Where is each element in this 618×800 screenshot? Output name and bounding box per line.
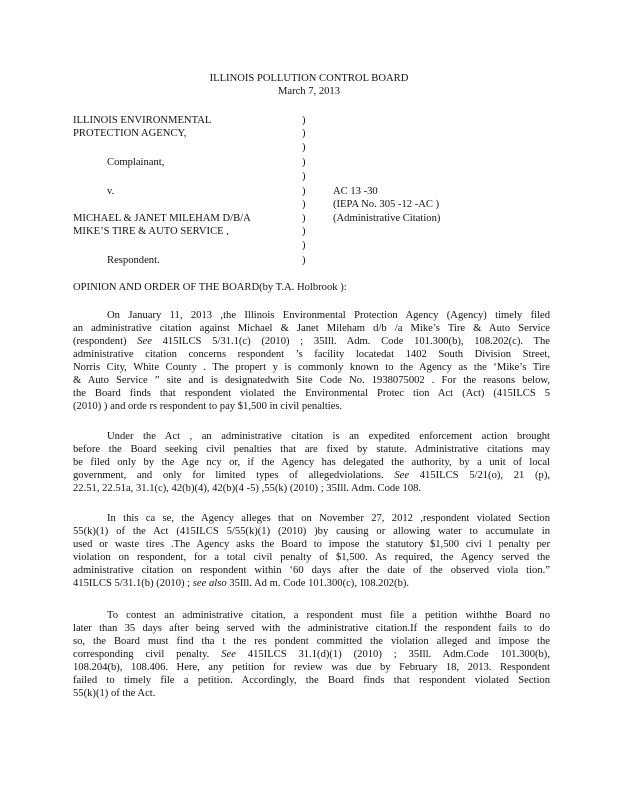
- paragraph-line: 22.51, 22.51a, 31.1(c), 42(b)(4), 42(b)(4 -5) ,55(k) (2010) ; 35Ill. Adm. Code 108.: [73, 483, 422, 494]
- paragraph-line: failed to timely file a petition. Accordingly, the Board finds that respondent violated Section: [73, 675, 550, 686]
- paragraph-line: On January 11, 2013 ,the Illinois Environmental Protection Agency (Agency) timely filed: [107, 310, 550, 321]
- decision-date: March 7, 2013: [277, 86, 341, 97]
- paragraph-line: later than 35 days after being served with the administrative citation.If the respondent fails to do: [73, 623, 550, 634]
- paragraph-line: Norris City, White County . The propert y is commonly known to the Agency as the ‘Mike’s Tire: [73, 362, 550, 373]
- complainant-label: Complainant,: [107, 157, 165, 168]
- case-type: (Administrative Citation): [333, 213, 441, 224]
- respondent-label: Respondent.: [107, 255, 160, 266]
- paragraph-line: (respondent) See 415ILCS 5/31.1(c) (2010) ; 35Ill. Adm. Code 101.300(b), 108.202(c). The: [73, 336, 550, 347]
- caption-paren: ): [302, 157, 306, 168]
- paragraph-line: government, and only for limited types of allegedviolations. See 415ILCS 5/21(o), 21 (p),: [73, 470, 550, 481]
- caption-paren: ): [302, 213, 306, 224]
- case-number: AC 13 -30: [333, 186, 378, 197]
- paragraph-line: corresponding civil penalty. See 415ILCS 31.1(d)(1) (2010) ; 35Ill. Adm.Code 101.300(b),: [73, 649, 550, 660]
- paragraph-line: be filed only by the Age ncy or, if the Agency has delegated the authority, by a unit of local: [73, 457, 550, 468]
- opinion-heading: OPINION AND ORDER OF THE BOARD(by T.A. Holbrook ):: [73, 282, 347, 293]
- paragraph-line: the Board finds that respondent violated the Environmental Protec tion Act (Act) (415ILCS 5: [73, 388, 550, 399]
- paragraph-line: Under the Act , an administrative citation is an expedited enforcement action brought: [107, 431, 550, 442]
- caption-paren: ): [302, 255, 306, 266]
- respondent-name-line1: MICHAEL & JANET MILEHAM D/B/A: [73, 213, 251, 224]
- caption-paren: ): [302, 171, 306, 182]
- paragraph-line: used or waste tires .The Agency asks the Board to impose the statutory $1,500 civi l penalty per: [73, 539, 550, 550]
- paragraph-line: violation on respondent, for a total civil penalty of $1,500. As required, the Agency served the: [73, 552, 550, 563]
- paragraph-line: administrative citation concerns respondent ’s facility locatedat 1402 South Division Street,: [73, 349, 550, 360]
- paragraph-line: 108.204(b), 108.406. Here, any petition for review was due by February 18, 2013. Respondent: [73, 662, 550, 673]
- iepa-number: (IEPA No. 305 -12 -AC ): [333, 199, 440, 210]
- paragraph-line: 55(k)(1) of the Act (415ILCS 5/55(k)(1) (2010) )by causing or allowing water to accumulate in: [73, 526, 550, 537]
- paragraph-line: 415ILCS 5/31.1(b) (2010) ; see also 35Ill. Ad m. Code 101.300(c), 108.202(b).: [73, 578, 410, 589]
- respondent-name-line2: MIKE’S TIRE & AUTO SERVICE ,: [73, 226, 229, 237]
- complainant-name-line2: PROTECTION AGENCY,: [73, 128, 187, 139]
- paragraph-line: administrative citation on respondent within ‘60 days after the date of the observed viola tion.”: [73, 565, 550, 576]
- caption-paren: ): [302, 128, 306, 139]
- complainant-name-line1: ILLINOIS ENVIRONMENTAL: [73, 115, 212, 126]
- paragraph-line: To contest an administrative citation, a respondent must file a petition withthe Board no: [107, 610, 550, 621]
- caption-paren: ): [302, 199, 306, 210]
- paragraph-line: before the Board seeking civil penalties that are fixed by statute. Administrative citations may: [73, 444, 550, 455]
- paragraph-line: an administrative citation against Michael & Janet Mileham d/b /a Mike’s Tire & Auto Service: [73, 323, 550, 334]
- caption-paren: ): [302, 240, 306, 251]
- caption-paren: ): [302, 226, 306, 237]
- board-title: ILLINOIS POLLUTION CONTROL BOARD: [209, 73, 409, 84]
- paragraph-line: so, the Board must find tha t the res pondent committed the violation alleged and impose the: [73, 636, 550, 647]
- caption-paren: ): [302, 142, 306, 153]
- paragraph-line: In this ca se, the Agency alleges that on November 27, 2012 ,respondent violated Section: [107, 513, 550, 524]
- paragraph-line: & Auto Service ” site and is designatedwith Site Code No. 1938075002 . For the reasons below,: [73, 375, 550, 386]
- caption-paren: ): [302, 115, 306, 126]
- caption-paren: ): [302, 186, 306, 197]
- paragraph-line: 55(k)(1) of the Act.: [73, 688, 156, 699]
- paragraph-line: (2010) ) and orde rs respondent to pay $1,500 in civil penalties.: [73, 401, 343, 412]
- versus-label: v.: [107, 186, 115, 197]
